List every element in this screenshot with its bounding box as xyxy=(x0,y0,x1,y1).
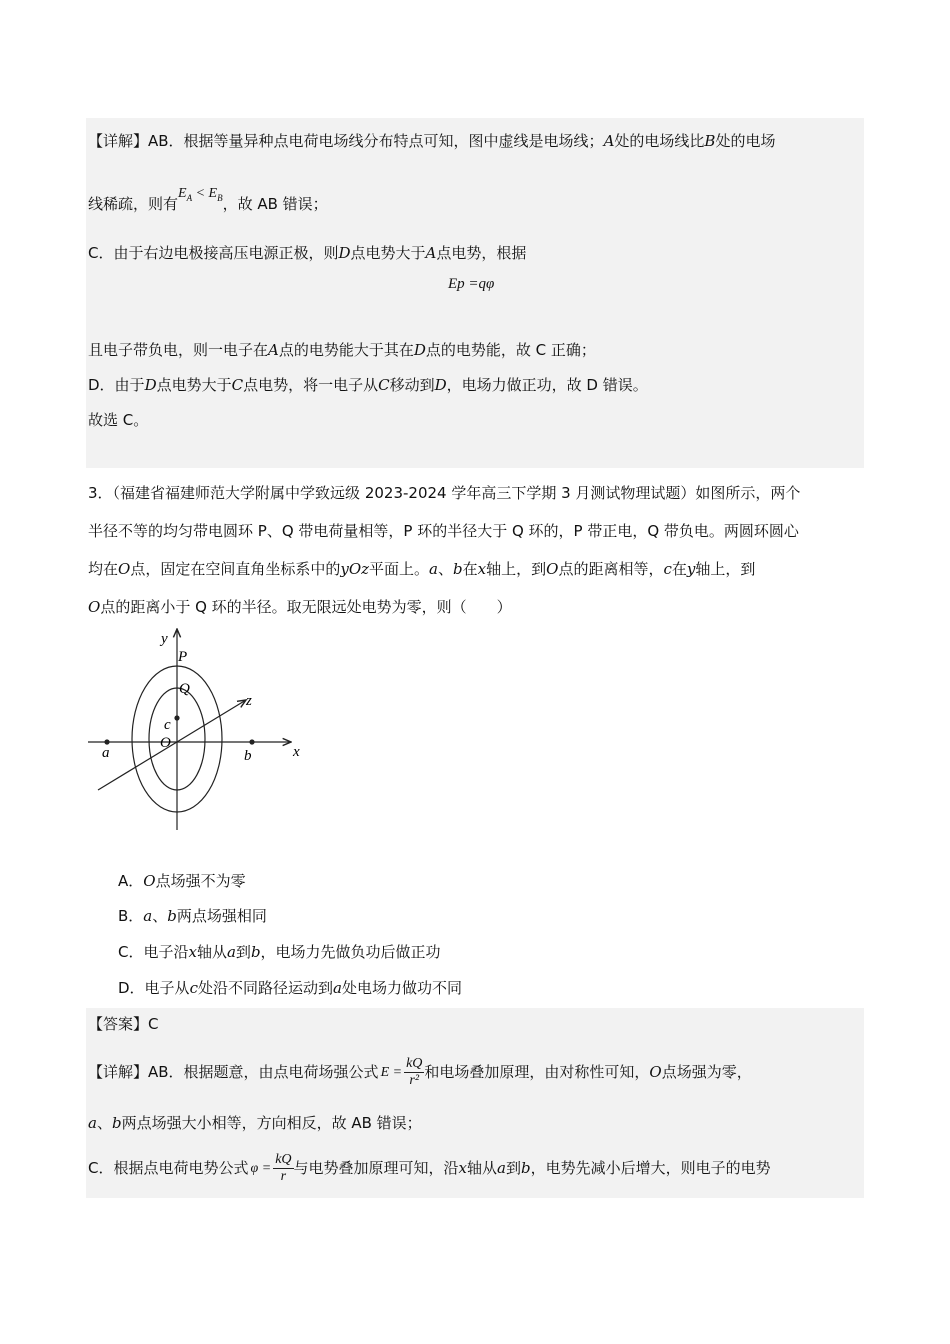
point-c xyxy=(174,715,179,720)
ring-coordinate-figure xyxy=(86,625,326,835)
formula-ep: Ep =qφ xyxy=(448,276,495,292)
formula-e-kq-r2: E = xyxy=(380,1064,403,1080)
explanation-line-1: 【详解】AB．根据等量异种点电荷电场线分布特点可知，图中虚线是电场线；A处的电场线比B处的电场 xyxy=(88,132,776,150)
point-a xyxy=(104,739,109,744)
option-d: D．电子从c处沿不同路径运动到a处电场力做功不同 xyxy=(118,979,462,997)
answer-detail-line-2: a、b两点场强大小相等，方向相反，故 AB 错误； xyxy=(88,1114,422,1132)
answer-detail-line-1: 【详解】AB．根据题意，由点电荷场强公式 E = $\frac{kQ}{\text{r²}}$ 和电场叠加原理，由对称性可知，O点场强为零， xyxy=(88,1050,752,1094)
option-b: B．a、b两点场强相同 xyxy=(118,907,267,925)
label-y: y xyxy=(161,631,168,647)
explanation-block xyxy=(86,118,864,468)
label-z: z xyxy=(246,693,252,709)
label-p: P xyxy=(178,649,188,665)
explanation-line-2: 线稀疏，则有$E_A < E_B$，故 AB 错误； xyxy=(88,186,328,213)
explanation-line-6: 故选 C。 xyxy=(88,411,149,429)
option-a: A．O点场强不为零 xyxy=(118,872,246,890)
fraction-kq-r2: $\frac{kQ}{\text{r²}}$ xyxy=(406,1056,423,1088)
question-3-line-4: O点的距离小于 Q 环的半径。取无限远处电势为零，则（ ） xyxy=(88,598,512,616)
explanation-line-3: C．由于右边电极接高压电源正极，则D点电势大于A点电势，根据 xyxy=(88,244,527,262)
label-c: c xyxy=(164,717,171,733)
question-3-line-2: 半径不等的均匀带电圆环 P、Q 带电荷量相等，P 环的半径大于 Q 环的，P 带正电，Q 带负电。两圆环圆心 xyxy=(88,522,799,540)
label-a: a xyxy=(102,745,110,761)
label-x: x xyxy=(293,744,300,760)
fraction-kq-r: $\frac{kQ}{r}$ xyxy=(275,1152,292,1184)
point-b xyxy=(249,739,254,744)
answer-line: 【答案】C xyxy=(88,1015,159,1033)
z-axis xyxy=(98,700,246,790)
question-3-line-1: 3．（福建省福建师范大学附属中学致远级 2023-2024 学年高三下学期 3 月测试物理试题）如图所示，两个 xyxy=(88,484,801,502)
option-c: C．电子沿x轴从a到b，电场力先做负功后做正功 xyxy=(118,943,441,961)
question-3-line-3: 均在O点，固定在空间直角坐标系中的yOz平面上。a、b在x轴上，到O点的距离相等，c在y轴上，到 xyxy=(88,560,756,578)
answer-detail-line-3: C．根据点电荷电势公式 φ = $\frac{kQ}{r}$ 与电势叠加原理可知，沿x轴从a到b，电势先减小后增大，则电子的电势 xyxy=(88,1146,771,1190)
explanation-line-4: 且电子带负电，则一电子在A点的电势能大于其在D点的电势能，故 C 正确； xyxy=(88,341,596,359)
label-o: O xyxy=(160,735,171,751)
formula-phi-kq-r: φ = xyxy=(250,1160,272,1176)
explanation-line-5: D．由于D点电势大于C点电势，将一电子从C移动到D，电场力做正功，故 D 错误。 xyxy=(88,376,648,394)
label-b: b xyxy=(244,748,252,764)
formula-ea-lt-eb: $E_A < E_B$ xyxy=(178,186,223,203)
label-q: Q xyxy=(179,681,190,697)
